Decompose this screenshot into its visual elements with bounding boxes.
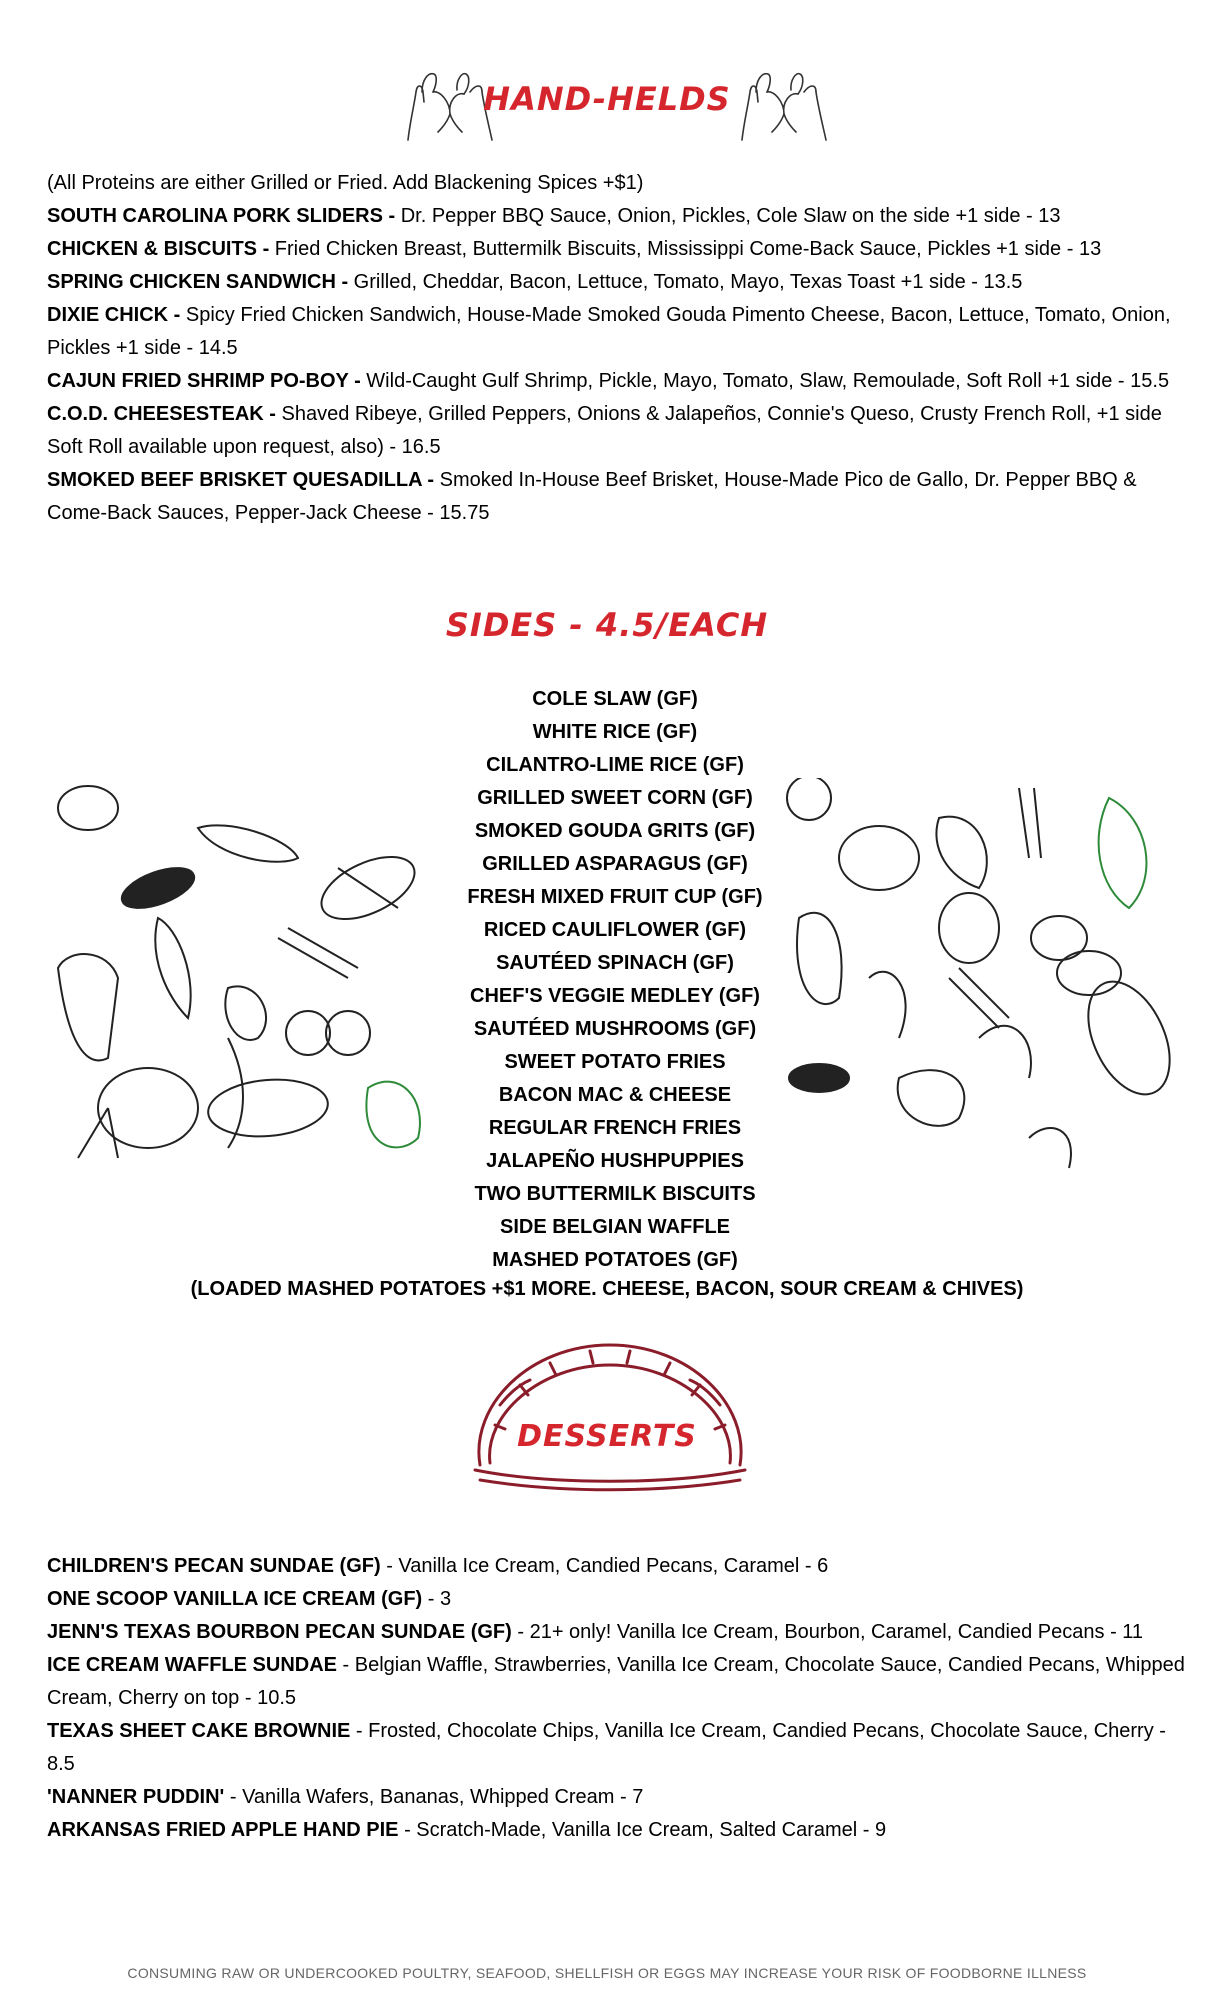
list-item: FRESH MIXED FRUIT CUP (GF) <box>467 886 763 908</box>
list-item: JALAPEÑO HUSHPUPPIES <box>486 1150 744 1172</box>
list-item: GRILLED SWEET CORN (GF) <box>477 787 753 809</box>
item-desc: Fried Chicken Breast, Buttermilk Biscuits, Mississippi Come-Back Sauce, Pickles +1 side - 13 <box>269 238 1102 260</box>
item-name: TEXAS SHEET CAKE BROWNIE <box>47 1720 351 1742</box>
item-name: SPRING CHICKEN SANDWICH - <box>47 271 349 293</box>
item-desc: - Vanilla Ice Cream, Candied Pecans, Caramel - 6 <box>380 1555 829 1577</box>
menu-item <box>47 1781 1187 1814</box>
item-name: DIXIE CHICK - <box>47 304 181 326</box>
item-desc: Shaved Ribeye, Grilled Peppers, Onions & Jalapeños, Connie's Queso, Crusty French Roll, +1 side Soft Roll available upon request, also) - 16.5 <box>47 403 1162 458</box>
menu-item <box>47 200 1187 233</box>
item-name: SMOKED BEEF BRISKET QUESADILLA - <box>47 469 435 491</box>
desserts-section <box>47 1550 1187 1847</box>
list-item: SIDE BELGIAN WAFFLE <box>500 1216 730 1238</box>
item-desc: - Vanilla Wafers, Bananas, Whipped Cream - 7 <box>224 1786 644 1808</box>
handhelds-section <box>47 167 1187 530</box>
item-name: CHILDREN'S PECAN SUNDAE (GF) <box>47 1555 381 1577</box>
item-desc: Wild-Caught Gulf Shrimp, Pickle, Mayo, Tomato, Slaw, Remoulade, Soft Roll +1 side - 15.5 <box>360 370 1170 392</box>
menu-item <box>47 1649 1187 1715</box>
item-name: C.O.D. CHEESESTEAK - <box>47 403 276 425</box>
menu-item <box>47 299 1187 365</box>
list-item: RICED CAULIFLOWER (GF) <box>483 919 747 941</box>
footer-disclaimer: CONSUMING RAW OR UNDERCOOKED POULTRY, SEAFOOD, SHELLFISH OR EGGS MAY INCREASE YOUR RISK OF FOODBORNE ILLNESS <box>127 1965 1087 1981</box>
menu-item <box>47 1715 1187 1781</box>
heart-hands-icon-right <box>734 62 834 146</box>
item-desc: Grilled, Cheddar, Bacon, Lettuce, Tomato, Mayo, Texas Toast +1 side - 13.5 <box>348 271 1023 293</box>
handhelds-intro: (All Proteins are either Grilled or Fried. Add Blackening Spices +$1) <box>47 172 644 194</box>
handhelds-title: HAND-HELDS <box>483 80 731 118</box>
sides-list <box>460 683 770 1277</box>
vegetable-illustration-right <box>779 778 1179 1178</box>
item-name: CHICKEN & BISCUITS - <box>47 238 270 260</box>
list-item: SAUTÉED SPINACH (GF) <box>496 952 734 974</box>
item-name: 'NANNER PUDDIN' <box>47 1786 225 1808</box>
item-desc: - Frosted, Chocolate Chips, Vanilla Ice Cream, Candied Pecans, Chocolate Sauce, Cherry - 8.5 <box>47 1720 1166 1775</box>
desserts-title: DESSERTS <box>517 1419 697 1454</box>
list-item: CILANTRO-LIME RICE (GF) <box>486 754 744 776</box>
pie-icon <box>460 1325 760 1495</box>
item-name: ARKANSAS FRIED APPLE HAND PIE <box>47 1819 399 1841</box>
list-item: WHITE RICE (GF) <box>532 721 698 743</box>
item-name: ONE SCOOP VANILLA ICE CREAM (GF) <box>47 1588 423 1610</box>
item-name: SOUTH CAROLINA PORK SLIDERS - <box>47 205 396 227</box>
item-desc: Smoked In-House Beef Brisket, House-Made Pico de Gallo, Dr. Pepper BBQ & Come-Back Sauces, Pepper-Jack Cheese - 15.75 <box>47 469 1137 524</box>
menu-item <box>47 398 1187 464</box>
list-item: CHEF'S VEGGIE MEDLEY (GF) <box>470 985 760 1007</box>
menu-item <box>47 464 1187 530</box>
menu-item <box>47 365 1187 398</box>
item-name: CAJUN FRIED SHRIMP PO-BOY - <box>47 370 361 392</box>
menu-item <box>47 233 1187 266</box>
item-desc: - 3 <box>422 1588 452 1610</box>
list-item: MASHED POTATOES (GF) <box>492 1249 738 1271</box>
vegetable-illustration-left <box>48 778 448 1178</box>
item-desc: Spicy Fried Chicken Sandwich, House-Made Smoked Gouda Pimento Cheese, Bacon, Lettuce, Tomato, Onion, Pickles +1 side - 14.5 <box>47 304 1171 359</box>
list-item: BACON MAC & CHEESE <box>498 1084 732 1106</box>
item-desc: Dr. Pepper BBQ Sauce, Onion, Pickles, Cole Slaw on the side +1 side - 13 <box>395 205 1061 227</box>
menu-item <box>47 1616 1187 1649</box>
menu-item <box>47 1550 1187 1583</box>
list-item: SMOKED GOUDA GRITS (GF) <box>474 820 756 842</box>
sides-title: SIDES - 4.5/EACH <box>445 606 769 644</box>
menu-item <box>47 266 1187 299</box>
item-desc: - Scratch-Made, Vanilla Ice Cream, Salted Caramel - 9 <box>398 1819 887 1841</box>
list-item: GRILLED ASPARAGUS (GF) <box>482 853 748 875</box>
menu-item <box>47 1583 1187 1616</box>
item-name: ICE CREAM WAFFLE SUNDAE <box>47 1654 337 1676</box>
item-desc: - 21+ only! Vanilla Ice Cream, Bourbon, Caramel, Candied Pecans - 11 <box>511 1621 1144 1643</box>
list-item: COLE SLAW (GF) <box>532 688 698 710</box>
list-item: SWEET POTATO FRIES <box>504 1051 726 1073</box>
menu-item <box>47 1814 1187 1847</box>
list-item: SAUTÉED MUSHROOMS (GF) <box>473 1018 757 1040</box>
list-item: TWO BUTTERMILK BISCUITS <box>474 1183 756 1205</box>
sides-note: (LOADED MASHED POTATOES +$1 MORE. CHEESE, BACON, SOUR CREAM & CHIVES) <box>190 1278 1024 1300</box>
list-item: REGULAR FRENCH FRIES <box>488 1117 742 1139</box>
item-name: JENN'S TEXAS BOURBON PECAN SUNDAE (GF) <box>47 1621 512 1643</box>
item-desc: - Belgian Waffle, Strawberries, Vanilla Ice Cream, Chocolate Sauce, Candied Pecans, Whipped Cream, Cherry on top - 10.5 <box>47 1654 1185 1709</box>
